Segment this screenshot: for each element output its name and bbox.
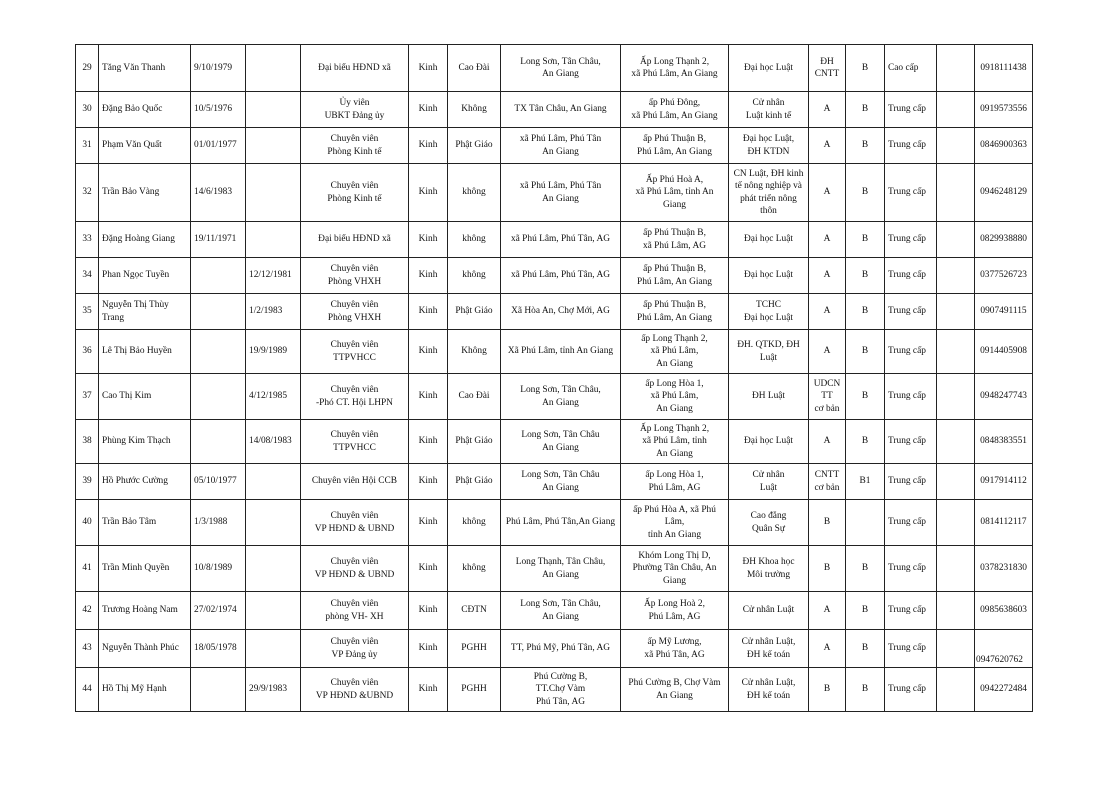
phone-number-cell: 0948247743 [975, 374, 1033, 420]
religion-cell: CĐTN [448, 592, 501, 630]
religion-cell: Phật Giáo [448, 294, 501, 330]
it-level-cell: B [809, 668, 846, 712]
phone-number-cell: 0829938880 [975, 222, 1033, 258]
political-theory-level-cell: Trung cấp [885, 546, 937, 592]
person-name-cell: Nguyễn Thị Thùy Trang [99, 294, 191, 330]
residence-cell: ấp Phú Hòa A, xã Phú Lâm, tỉnh An Giang [621, 500, 729, 546]
hometown-cell: Long Sơn, Tân Châu An Giang [501, 420, 621, 464]
foreign-language-level-cell: B [846, 630, 885, 668]
birth-date-female-cell [246, 546, 301, 592]
foreign-language-level-cell: B [846, 128, 885, 164]
row-number-cell: 36 [76, 330, 99, 374]
job-position-cell: Chuyên viên Hội CCB [301, 464, 409, 500]
ethnicity-cell: Kinh [409, 374, 448, 420]
political-theory-level-cell: Trung cấp [885, 630, 937, 668]
job-position-cell: Đại biểu HĐND xã [301, 222, 409, 258]
ethnicity-cell: Kinh [409, 294, 448, 330]
row-number-cell: 44 [76, 668, 99, 712]
job-position-cell: Đại biểu HĐND xã [301, 45, 409, 92]
row-number-cell: 39 [76, 464, 99, 500]
table-row [76, 420, 1033, 464]
birth-date-female-cell: 12/12/1981 [246, 258, 301, 294]
row-number-cell: 31 [76, 128, 99, 164]
ethnicity-cell: Kinh [409, 500, 448, 546]
job-position-cell: Chuyên viên TTPVHCC [301, 420, 409, 464]
residence-cell: Ấp Long Hoà 2, Phú Lâm, AG [621, 592, 729, 630]
hometown-cell: Long Sơn, Tân Châu, An Giang [501, 45, 621, 92]
religion-cell: Phật Giáo [448, 420, 501, 464]
birth-date-male-cell: 27/02/1974 [191, 592, 246, 630]
foreign-language-level-cell: B [846, 592, 885, 630]
degree-cell: Cao đẳng Quân Sự [729, 500, 809, 546]
foreign-language-level-cell: B [846, 420, 885, 464]
it-level-cell: A [809, 330, 846, 374]
note-cell [937, 45, 975, 92]
hometown-cell: xã Phú Lâm, Phú Tân, AG [501, 258, 621, 294]
it-level-cell: A [809, 294, 846, 330]
residence-cell: Khóm Long Thị D, Phường Tân Châu, An Giang [621, 546, 729, 592]
job-position-cell: Chuyên viên Phòng VHXH [301, 258, 409, 294]
phone-number-cell: 0917914112 [975, 464, 1033, 500]
ethnicity-cell: Kinh [409, 92, 448, 128]
residence-cell: Phú Cường B, Chợ Vàm An Giang [621, 668, 729, 712]
row-number-cell: 29 [76, 45, 99, 92]
phone-number-cell: 0846900363 [975, 128, 1033, 164]
person-name-cell: Hồ Thị Mỹ Hạnh [99, 668, 191, 712]
phone-number-cell: 0378231830 [975, 546, 1033, 592]
birth-date-male-cell: 9/10/1979 [191, 45, 246, 92]
it-level-cell: A [809, 92, 846, 128]
birth-date-female-cell [246, 500, 301, 546]
it-level-cell: B [809, 500, 846, 546]
foreign-language-level-cell [846, 500, 885, 546]
ethnicity-cell: Kinh [409, 630, 448, 668]
birth-date-male-cell: 19/11/1971 [191, 222, 246, 258]
person-name-cell: Trương Hoàng Nam [99, 592, 191, 630]
person-name-cell: Lê Thị Bảo Huyền [99, 330, 191, 374]
political-theory-level-cell: Trung cấp [885, 592, 937, 630]
job-position-cell: Chuyên viên Phòng Kinh tế [301, 164, 409, 222]
table-row [76, 374, 1033, 420]
birth-date-female-cell [246, 45, 301, 92]
ethnicity-cell: Kinh [409, 128, 448, 164]
political-theory-level-cell: Trung cấp [885, 500, 937, 546]
note-cell [937, 464, 975, 500]
table-row [76, 164, 1033, 222]
religion-cell: không [448, 546, 501, 592]
note-cell [937, 630, 975, 668]
birth-date-male-cell [191, 374, 246, 420]
hometown-cell: Long Sơn, Tân Châu An Giang [501, 464, 621, 500]
political-theory-level-cell: Trung cấp [885, 464, 937, 500]
table-row [76, 128, 1033, 164]
note-cell [937, 374, 975, 420]
person-name-cell: Phạm Văn Quất [99, 128, 191, 164]
note-cell [937, 420, 975, 464]
hometown-cell: Long Sơn, Tân Châu, An Giang [501, 374, 621, 420]
hometown-cell: TX Tân Châu, An Giang [501, 92, 621, 128]
degree-cell: TCHC Đại học Luật [729, 294, 809, 330]
hometown-cell: xã Phú Lâm, Phú Tân, AG [501, 222, 621, 258]
residence-cell: ấp Phú Thuận B, xã Phú Lâm, AG [621, 222, 729, 258]
it-level-cell: ĐH CNTT [809, 45, 846, 92]
table-row [76, 258, 1033, 294]
birth-date-male-cell: 10/5/1976 [191, 92, 246, 128]
birth-date-male-cell: 10/8/1989 [191, 546, 246, 592]
job-position-cell: Chuyên viên VP HĐND &UBND [301, 668, 409, 712]
it-level-cell: CNTT cơ bản [809, 464, 846, 500]
person-name-cell: Trần Minh Quyền [99, 546, 191, 592]
residence-cell: ấp Phú Thuận B, Phú Lâm, An Giang [621, 294, 729, 330]
degree-cell: Đại học Luật [729, 420, 809, 464]
birth-date-female-cell [246, 128, 301, 164]
note-cell [937, 92, 975, 128]
political-theory-level-cell: Trung cấp [885, 92, 937, 128]
political-theory-level-cell: Trung cấp [885, 222, 937, 258]
birth-date-female-cell: 19/9/1989 [246, 330, 301, 374]
foreign-language-level-cell: B [846, 546, 885, 592]
residence-cell: ấp Mỹ Lương, xã Phú Tân, AG [621, 630, 729, 668]
foreign-language-level-cell: B [846, 45, 885, 92]
note-cell [937, 258, 975, 294]
religion-cell: Phật Giáo [448, 464, 501, 500]
degree-cell: Cử nhân Luật [729, 464, 809, 500]
row-number-cell: 32 [76, 164, 99, 222]
it-level-cell: UDCN TT cơ bản [809, 374, 846, 420]
religion-cell: không [448, 222, 501, 258]
job-position-cell: Chuyên viên TTPVHCC [301, 330, 409, 374]
ethnicity-cell: Kinh [409, 546, 448, 592]
degree-cell: ĐH Luật [729, 374, 809, 420]
ethnicity-cell: Kinh [409, 420, 448, 464]
degree-cell: CN Luật, ĐH kinh tế nông nghiệp và phát triển nông thôn [729, 164, 809, 222]
note-cell [937, 294, 975, 330]
phone-number-cell: 0377526723 [975, 258, 1033, 294]
row-number-cell: 34 [76, 258, 99, 294]
birth-date-female-cell: 14/08/1983 [246, 420, 301, 464]
hometown-cell: Phú Lâm, Phú Tân,An Giang [501, 500, 621, 546]
phone-number-cell: 0848383551 [975, 420, 1033, 464]
job-position-cell: Chuyên viên Phòng VHXH [301, 294, 409, 330]
residence-cell: ấp Long Thạnh 2, xã Phú Lâm, An Giang [621, 330, 729, 374]
ethnicity-cell: Kinh [409, 258, 448, 294]
job-position-cell: Chuyên viên Phòng Kinh tế [301, 128, 409, 164]
birth-date-female-cell [246, 164, 301, 222]
hometown-cell: Phú Cường B, TT.Chợ Vàm Phú Tân, AG [501, 668, 621, 712]
residence-cell: Ấp Long Thạnh 2, xã Phú Lâm, tỉnh An Giang [621, 420, 729, 464]
foreign-language-level-cell: B [846, 92, 885, 128]
religion-cell: Cao Đài [448, 45, 501, 92]
political-theory-level-cell: Trung cấp [885, 330, 937, 374]
table-row [76, 592, 1033, 630]
job-position-cell: Chuyên viên VP HĐND & UBND [301, 546, 409, 592]
residence-cell: ấp Long Hòa 1, Phú Lâm, AG [621, 464, 729, 500]
foreign-language-level-cell: B [846, 222, 885, 258]
it-level-cell: B [809, 546, 846, 592]
birth-date-female-cell: 29/9/1983 [246, 668, 301, 712]
note-cell [937, 222, 975, 258]
row-number-cell: 37 [76, 374, 99, 420]
residence-cell: ấp Long Hòa 1, xã Phú Lâm, An Giang [621, 374, 729, 420]
hometown-cell: Xã Hòa An, Chợ Mới, AG [501, 294, 621, 330]
ethnicity-cell: Kinh [409, 464, 448, 500]
it-level-cell: A [809, 592, 846, 630]
political-theory-level-cell: Trung cấp [885, 374, 937, 420]
birth-date-male-cell: 01/01/1977 [191, 128, 246, 164]
religion-cell: PGHH [448, 630, 501, 668]
birth-date-female-cell [246, 464, 301, 500]
birth-date-male-cell [191, 330, 246, 374]
birth-date-male-cell [191, 668, 246, 712]
person-name-cell: Phùng Kim Thạch [99, 420, 191, 464]
staff-table-body [76, 45, 1033, 712]
table-row [76, 464, 1033, 500]
residence-cell: Ấp Long Thạnh 2, xã Phú Lâm, An Giang [621, 45, 729, 92]
birth-date-male-cell [191, 258, 246, 294]
row-number-cell: 43 [76, 630, 99, 668]
degree-cell: Đại học Luật [729, 258, 809, 294]
person-name-cell: Trần Bảo Tâm [99, 500, 191, 546]
staff-table [75, 44, 1033, 712]
degree-cell: Đại học Luật [729, 45, 809, 92]
religion-cell: không [448, 258, 501, 294]
phone-number-cell: 0919573556 [975, 92, 1033, 128]
residence-cell: ấp Phú Thuận B, Phú Lâm, An Giang [621, 128, 729, 164]
job-position-cell: Chuyên viên VP Đảng ủy [301, 630, 409, 668]
hometown-cell: xã Phú Lâm, Phú Tân An Giang [501, 128, 621, 164]
row-number-cell: 38 [76, 420, 99, 464]
political-theory-level-cell: Cao cấp [885, 45, 937, 92]
birth-date-male-cell: 1/3/1988 [191, 500, 246, 546]
it-level-cell: A [809, 258, 846, 294]
table-row [76, 500, 1033, 546]
note-cell [937, 592, 975, 630]
phone-number-cell: 0985638603 [975, 592, 1033, 630]
person-name-cell: Tăng Văn Thanh [99, 45, 191, 92]
degree-cell: Cử nhân Luật kinh tế [729, 92, 809, 128]
table-row [76, 330, 1033, 374]
birth-date-female-cell [246, 92, 301, 128]
table-row [76, 630, 1033, 668]
phone-number-cell: 0814112117 [975, 500, 1033, 546]
ethnicity-cell: Kinh [409, 164, 448, 222]
hometown-cell: Long Thạnh, Tân Châu, An Giang [501, 546, 621, 592]
ethnicity-cell: Kinh [409, 330, 448, 374]
person-name-cell: Hồ Phước Cường [99, 464, 191, 500]
note-cell [937, 330, 975, 374]
degree-cell: Cử nhân Luật [729, 592, 809, 630]
residence-cell: Ấp Phú Hoà A, xã Phú Lâm, tỉnh An Giang [621, 164, 729, 222]
person-name-cell: Nguyễn Thành Phúc [99, 630, 191, 668]
phone-number-cell: 0942272484 [975, 668, 1033, 712]
political-theory-level-cell: Trung cấp [885, 164, 937, 222]
birth-date-male-cell: 14/6/1983 [191, 164, 246, 222]
foreign-language-level-cell: B [846, 258, 885, 294]
job-position-cell: Ủy viên UBKT Đảng ủy [301, 92, 409, 128]
foreign-language-level-cell: B [846, 294, 885, 330]
person-name-cell: Cao Thị Kim [99, 374, 191, 420]
ethnicity-cell: Kinh [409, 45, 448, 92]
person-name-cell: Đặng Bảo Quốc [99, 92, 191, 128]
foreign-language-level-cell: B [846, 668, 885, 712]
row-number-cell: 35 [76, 294, 99, 330]
staff-table-sheet [75, 44, 1032, 712]
it-level-cell: A [809, 222, 846, 258]
religion-cell: Không [448, 330, 501, 374]
birth-date-male-cell [191, 420, 246, 464]
religion-cell: PGHH [448, 668, 501, 712]
table-row [76, 668, 1033, 712]
degree-cell: Cử nhân Luật, ĐH kế toán [729, 668, 809, 712]
degree-cell: Đại học Luật, ĐH KTDN [729, 128, 809, 164]
political-theory-level-cell: Trung cấp [885, 668, 937, 712]
religion-cell: không [448, 164, 501, 222]
foreign-language-level-cell: B1 [846, 464, 885, 500]
foreign-language-level-cell: B [846, 164, 885, 222]
political-theory-level-cell: Trung cấp [885, 420, 937, 464]
political-theory-level-cell: Trung cấp [885, 258, 937, 294]
political-theory-level-cell: Trung cấp [885, 128, 937, 164]
religion-cell: Phật Giáo [448, 128, 501, 164]
religion-cell: Cao Đài [448, 374, 501, 420]
note-cell [937, 546, 975, 592]
person-name-cell: Phan Ngọc Tuyền [99, 258, 191, 294]
religion-cell: không [448, 500, 501, 546]
job-position-cell: Chuyên viên -Phó CT. Hội LHPN [301, 374, 409, 420]
note-cell [937, 128, 975, 164]
note-cell [937, 164, 975, 222]
phone-number-cell: 0947620762 [975, 630, 1033, 668]
row-number-cell: 41 [76, 546, 99, 592]
note-cell [937, 668, 975, 712]
table-row [76, 546, 1033, 592]
it-level-cell: A [809, 128, 846, 164]
hometown-cell: TT, Phú Mỹ, Phú Tân, AG [501, 630, 621, 668]
it-level-cell: A [809, 164, 846, 222]
hometown-cell: Long Sơn, Tân Châu, An Giang [501, 592, 621, 630]
hometown-cell: xã Phú Lâm, Phú Tân An Giang [501, 164, 621, 222]
religion-cell: Không [448, 92, 501, 128]
birth-date-male-cell: 05/10/1977 [191, 464, 246, 500]
phone-number-cell: 0907491115 [975, 294, 1033, 330]
row-number-cell: 40 [76, 500, 99, 546]
birth-date-female-cell [246, 222, 301, 258]
table-row [76, 92, 1033, 128]
job-position-cell: Chuyên viên VP HĐND & UBND [301, 500, 409, 546]
degree-cell: ĐH Khoa học Môi trường [729, 546, 809, 592]
job-position-cell: Chuyên viên phòng VH- XH [301, 592, 409, 630]
residence-cell: ấp Phú Thuận B, Phú Lâm, An Giang [621, 258, 729, 294]
birth-date-female-cell: 1/2/1983 [246, 294, 301, 330]
it-level-cell: A [809, 420, 846, 464]
birth-date-female-cell [246, 592, 301, 630]
table-row [76, 294, 1033, 330]
birth-date-male-cell [191, 294, 246, 330]
political-theory-level-cell: Trung cấp [885, 294, 937, 330]
degree-cell: Cử nhân Luật, ĐH kế toán [729, 630, 809, 668]
note-cell [937, 500, 975, 546]
degree-cell: Đại học Luật [729, 222, 809, 258]
row-number-cell: 42 [76, 592, 99, 630]
row-number-cell: 33 [76, 222, 99, 258]
phone-number-cell: 0946248129 [975, 164, 1033, 222]
person-name-cell: Đặng Hoàng Giang [99, 222, 191, 258]
foreign-language-level-cell: B [846, 330, 885, 374]
birth-date-female-cell: 4/12/1985 [246, 374, 301, 420]
ethnicity-cell: Kinh [409, 668, 448, 712]
hometown-cell: Xã Phú Lâm, tỉnh An Giang [501, 330, 621, 374]
birth-date-female-cell [246, 630, 301, 668]
row-number-cell: 30 [76, 92, 99, 128]
ethnicity-cell: Kinh [409, 222, 448, 258]
phone-number-cell: 0918111438 [975, 45, 1033, 92]
table-row [76, 45, 1033, 92]
degree-cell: ĐH. QTKD, ĐH Luật [729, 330, 809, 374]
it-level-cell: A [809, 630, 846, 668]
birth-date-male-cell: 18/05/1978 [191, 630, 246, 668]
foreign-language-level-cell: B [846, 374, 885, 420]
person-name-cell: Trần Bảo Vàng [99, 164, 191, 222]
residence-cell: ấp Phú Đông, xã Phú Lâm, An Giang [621, 92, 729, 128]
ethnicity-cell: Kinh [409, 592, 448, 630]
phone-number-cell: 0914405908 [975, 330, 1033, 374]
table-row [76, 222, 1033, 258]
